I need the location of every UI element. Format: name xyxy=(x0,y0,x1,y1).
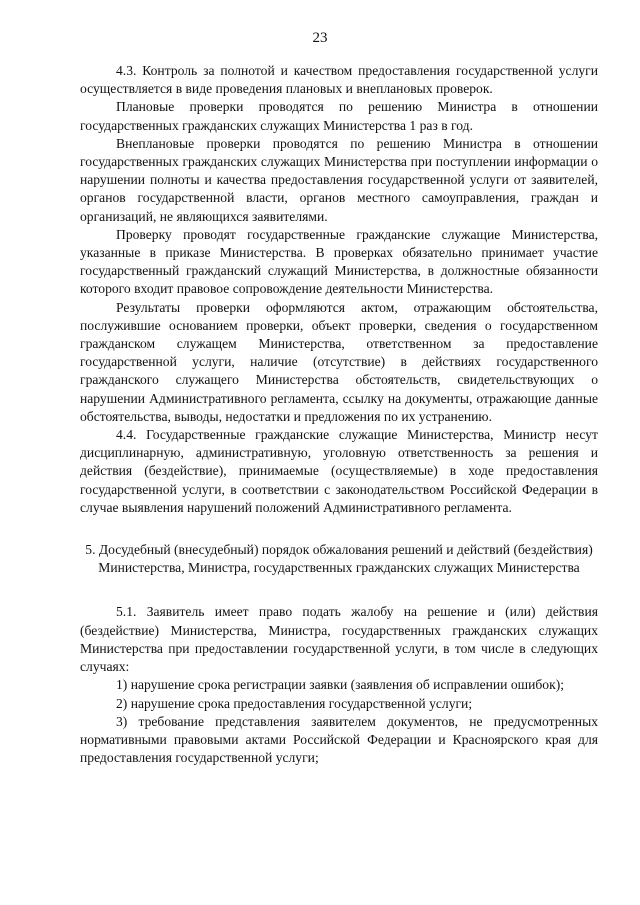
paragraph-4-4: 4.4. Государственные гражданские служащие Министерства, Министр несут дисциплинарную, административную, уголовную ответственность за решения и действия (бездействие), принимаемые (осуществляемые) в ходе предоставления государственной услуги, в соответствии с законодательством Российской Федерации в случае выявления нарушений положений Административного регламента. xyxy=(80,427,598,515)
paragraph-check-conductors: Проверку проводят государственные гражданские служащие Министерства, указанные в приказе Министерства. В проверках обязательно принимает участие государственный гражданский служащий Министерства, в должностные обязанности которого входит правовое сопровождение деятельности Министерства. xyxy=(80,226,598,297)
paragraph-5-1: 5.1. Заявитель имеет право подать жалобу на решение и (или) действия (бездействие) Министерства, Министра, государственных гражданских служащих Министерства при предоставлении государственной услуги, в том числе в следующих случаях: xyxy=(80,604,598,675)
document-body xyxy=(80,62,598,767)
list-item-1: 1) нарушение срока регистрации заявки (заявления об исправлении ошибок); xyxy=(116,677,565,693)
list-item-2: 2) нарушение срока предоставления государственной услуги; xyxy=(116,695,473,711)
paragraph-check-results: Результаты проверки оформляются актом, отражающим обстоятельства, послужившие основанием проверки, объект проверки, сведения о государственном гражданском служащем Министерства, ответственном за предоставление государственной услуги, наличие (отсутствие) в действиях государственного гражданского служащего Министерства обстоятельств, свидетельствующих о нарушении Административного регламента, ссылку на документы, отражающие данные обстоятельства, выводы, недостатки и предложения по их устранению. xyxy=(80,299,598,424)
section-5-heading: 5. Досудебный (внесудебный) порядок обжалования решений и действий (бездействия) Министерства, Министра, государственных гражданских служащих Министерства xyxy=(85,542,593,576)
page-number: 23 xyxy=(312,30,328,46)
list-item-3: 3) требование представления заявителем документов, не предусмотренных нормативными правовыми актами Российской Федерации и Красноярского края для предоставления государственной услуги; xyxy=(80,713,598,766)
paragraph-unplanned-checks: Внеплановые проверки проводятся по решению Министра в отношении государственных гражданских служащих Министерства при поступлении информации о нарушении полноты и качества предоставления государственной услуги от заявителей, органов государственной власти, органов местного самоуправления, граждан и организаций, не являющихся заявителями. xyxy=(80,135,598,224)
paragraph-planned-checks: Плановые проверки проводятся по решению Министра в отношении государственных гражданских служащих Министерства 1 раз в год. xyxy=(80,99,598,133)
paragraph-4-3: 4.3. Контроль за полнотой и качеством предоставления государственной услуги осуществляется в виде проведения плановых и внеплановых проверок. xyxy=(80,63,598,97)
